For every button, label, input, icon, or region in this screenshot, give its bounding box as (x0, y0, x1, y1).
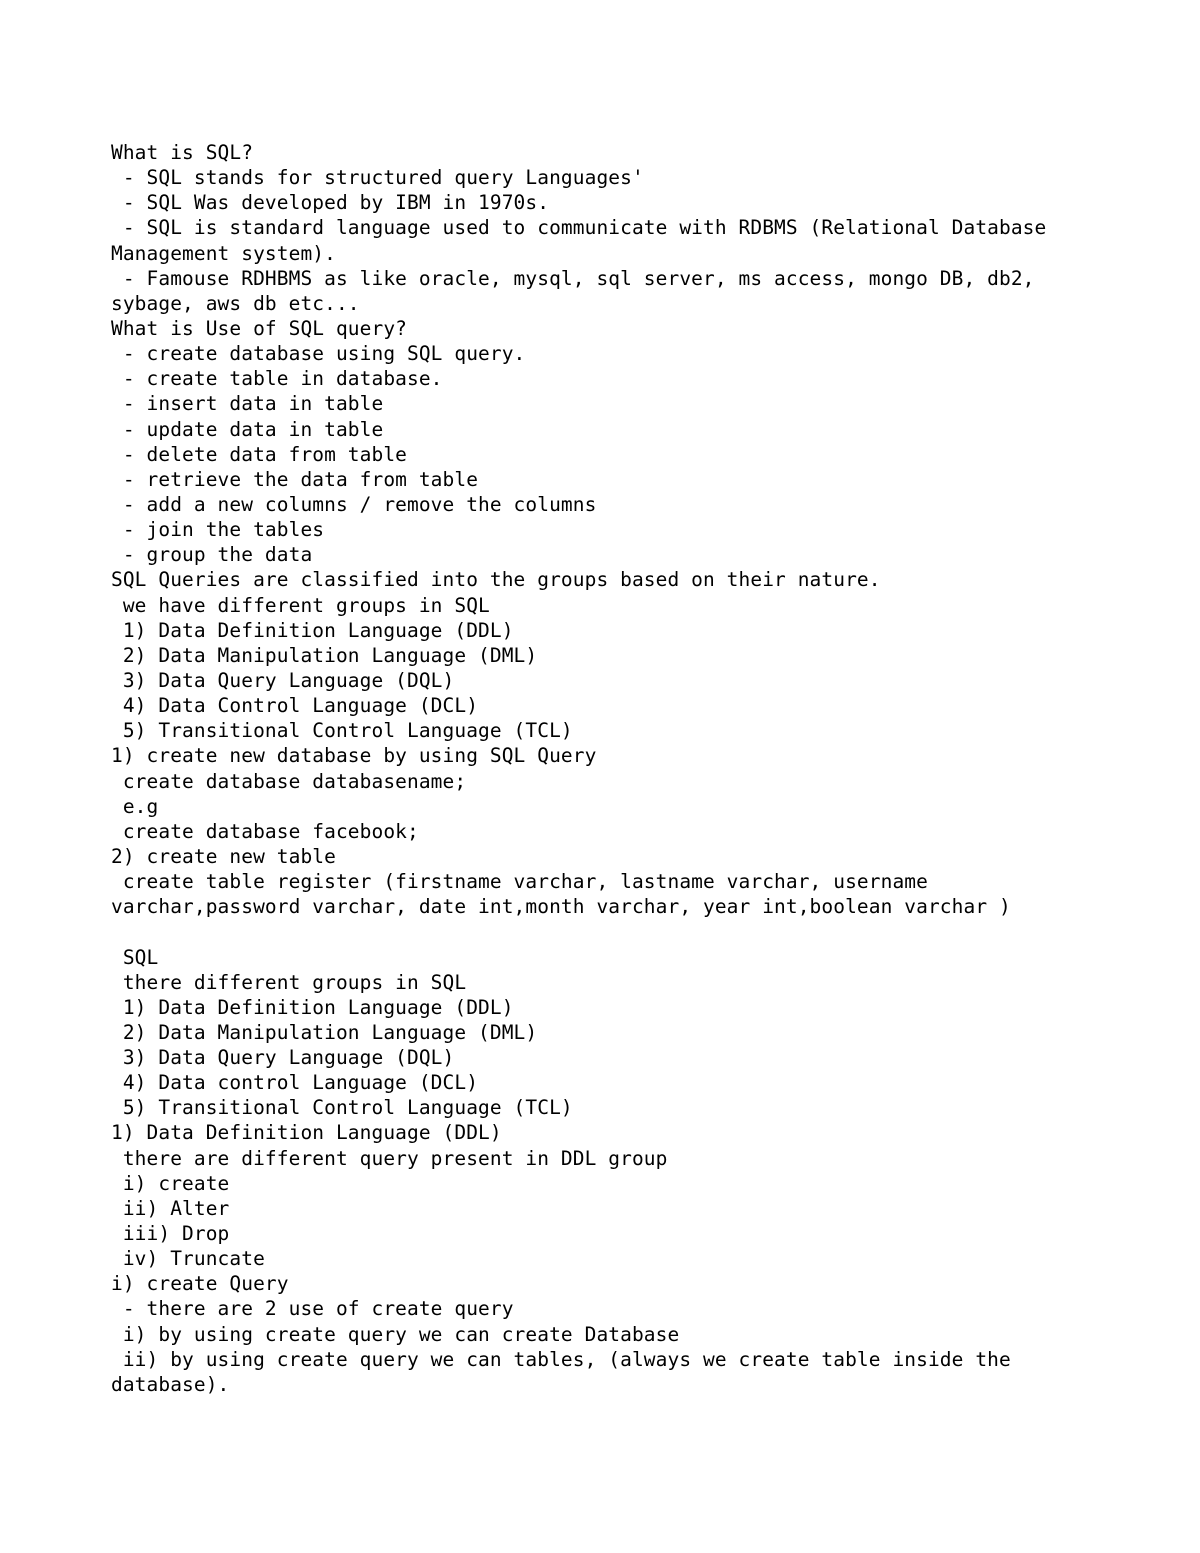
text-line: ii) by using create query we can tables, (always we create table inside the (111, 1347, 1011, 1371)
text-line: 4) Data control Language (DCL) (111, 1071, 479, 1095)
text-line: 2) create new table (111, 844, 336, 868)
text-line: we have different groups in SQL (111, 593, 490, 617)
blank-line (111, 919, 1111, 944)
text-line: iii) Drop (111, 1222, 230, 1246)
text-line: - delete data from table (111, 442, 407, 466)
text-line: 4) Data Control Language (DCL) (111, 694, 479, 718)
text-line: - join the tables (111, 518, 325, 542)
text-line: create database databasename; (111, 769, 467, 793)
text-line: sybage, aws db etc... (111, 291, 360, 315)
text-line: ii) Alter (111, 1196, 230, 1220)
document-body (111, 140, 1111, 1397)
text-line: - update data in table (111, 417, 384, 441)
text-line: 3) Data Query Language (DQL) (111, 668, 455, 692)
text-line: SQL Queries are classified into the groups based on their nature. (111, 568, 881, 592)
text-line: 1) Data Definition Language (DDL) (111, 995, 514, 1019)
text-line: - add a new columns / remove the columns (111, 492, 597, 516)
text-line: SQL (111, 945, 159, 969)
text-line: Management system). (111, 241, 336, 265)
text-line: there different groups in SQL (111, 970, 467, 994)
text-line: What is SQL? (111, 141, 254, 164)
text-line: - retrieve the data from table (111, 467, 479, 491)
text-line: e.g (111, 794, 159, 818)
text-line: database). (111, 1372, 230, 1396)
text-line: - SQL Was developed by IBM in 1970s. (111, 191, 550, 215)
text-line: - there are 2 use of create query (111, 1297, 514, 1321)
text-line: i) create Query (111, 1272, 289, 1296)
text-line: - group the data (111, 543, 313, 567)
text-line: - Famouse RDHBMS as like oracle, mysql, sql server, ms access, mongo DB, db2, (111, 266, 1035, 290)
text-line: 5) Transitional Control Language (TCL) (111, 1096, 573, 1120)
text-line: create table register (firstname varchar, lastname varchar, username (111, 870, 928, 894)
text-line: 3) Data Query Language (DQL) (111, 1046, 455, 1070)
text-line: 1) Data Definition Language (DDL) (111, 618, 514, 642)
text-line: 5) Transitional Control Language (TCL) (111, 719, 573, 743)
text-line: 1) create new database by using SQL Query (111, 744, 597, 768)
text-line: - create table in database. (111, 367, 443, 391)
text-line: iv) Truncate (111, 1247, 265, 1271)
text-line: 2) Data Manipulation Language (DML) (111, 643, 538, 667)
text-line: i) create (111, 1171, 230, 1195)
text-line: - SQL stands for structured query Languages' (111, 166, 644, 190)
text-line: create database facebook; (111, 819, 419, 843)
text-line: What is Use of SQL query? (111, 316, 407, 340)
text-line: - insert data in table (111, 392, 384, 416)
text-line: i) by using create query we can create Database (111, 1322, 680, 1346)
text-line: varchar,password varchar, date int,month varchar, year int,boolean varchar ) (111, 895, 1011, 919)
text-line: - create database using SQL query. (111, 342, 526, 366)
text-line: 2) Data Manipulation Language (DML) (111, 1020, 538, 1044)
text-line: there are different query present in DDL group (111, 1146, 668, 1170)
text-line: - SQL is standard language used to communicate with RDBMS (Relational Database (111, 216, 1047, 240)
text-line: 1) Data Definition Language (DDL) (111, 1121, 502, 1145)
